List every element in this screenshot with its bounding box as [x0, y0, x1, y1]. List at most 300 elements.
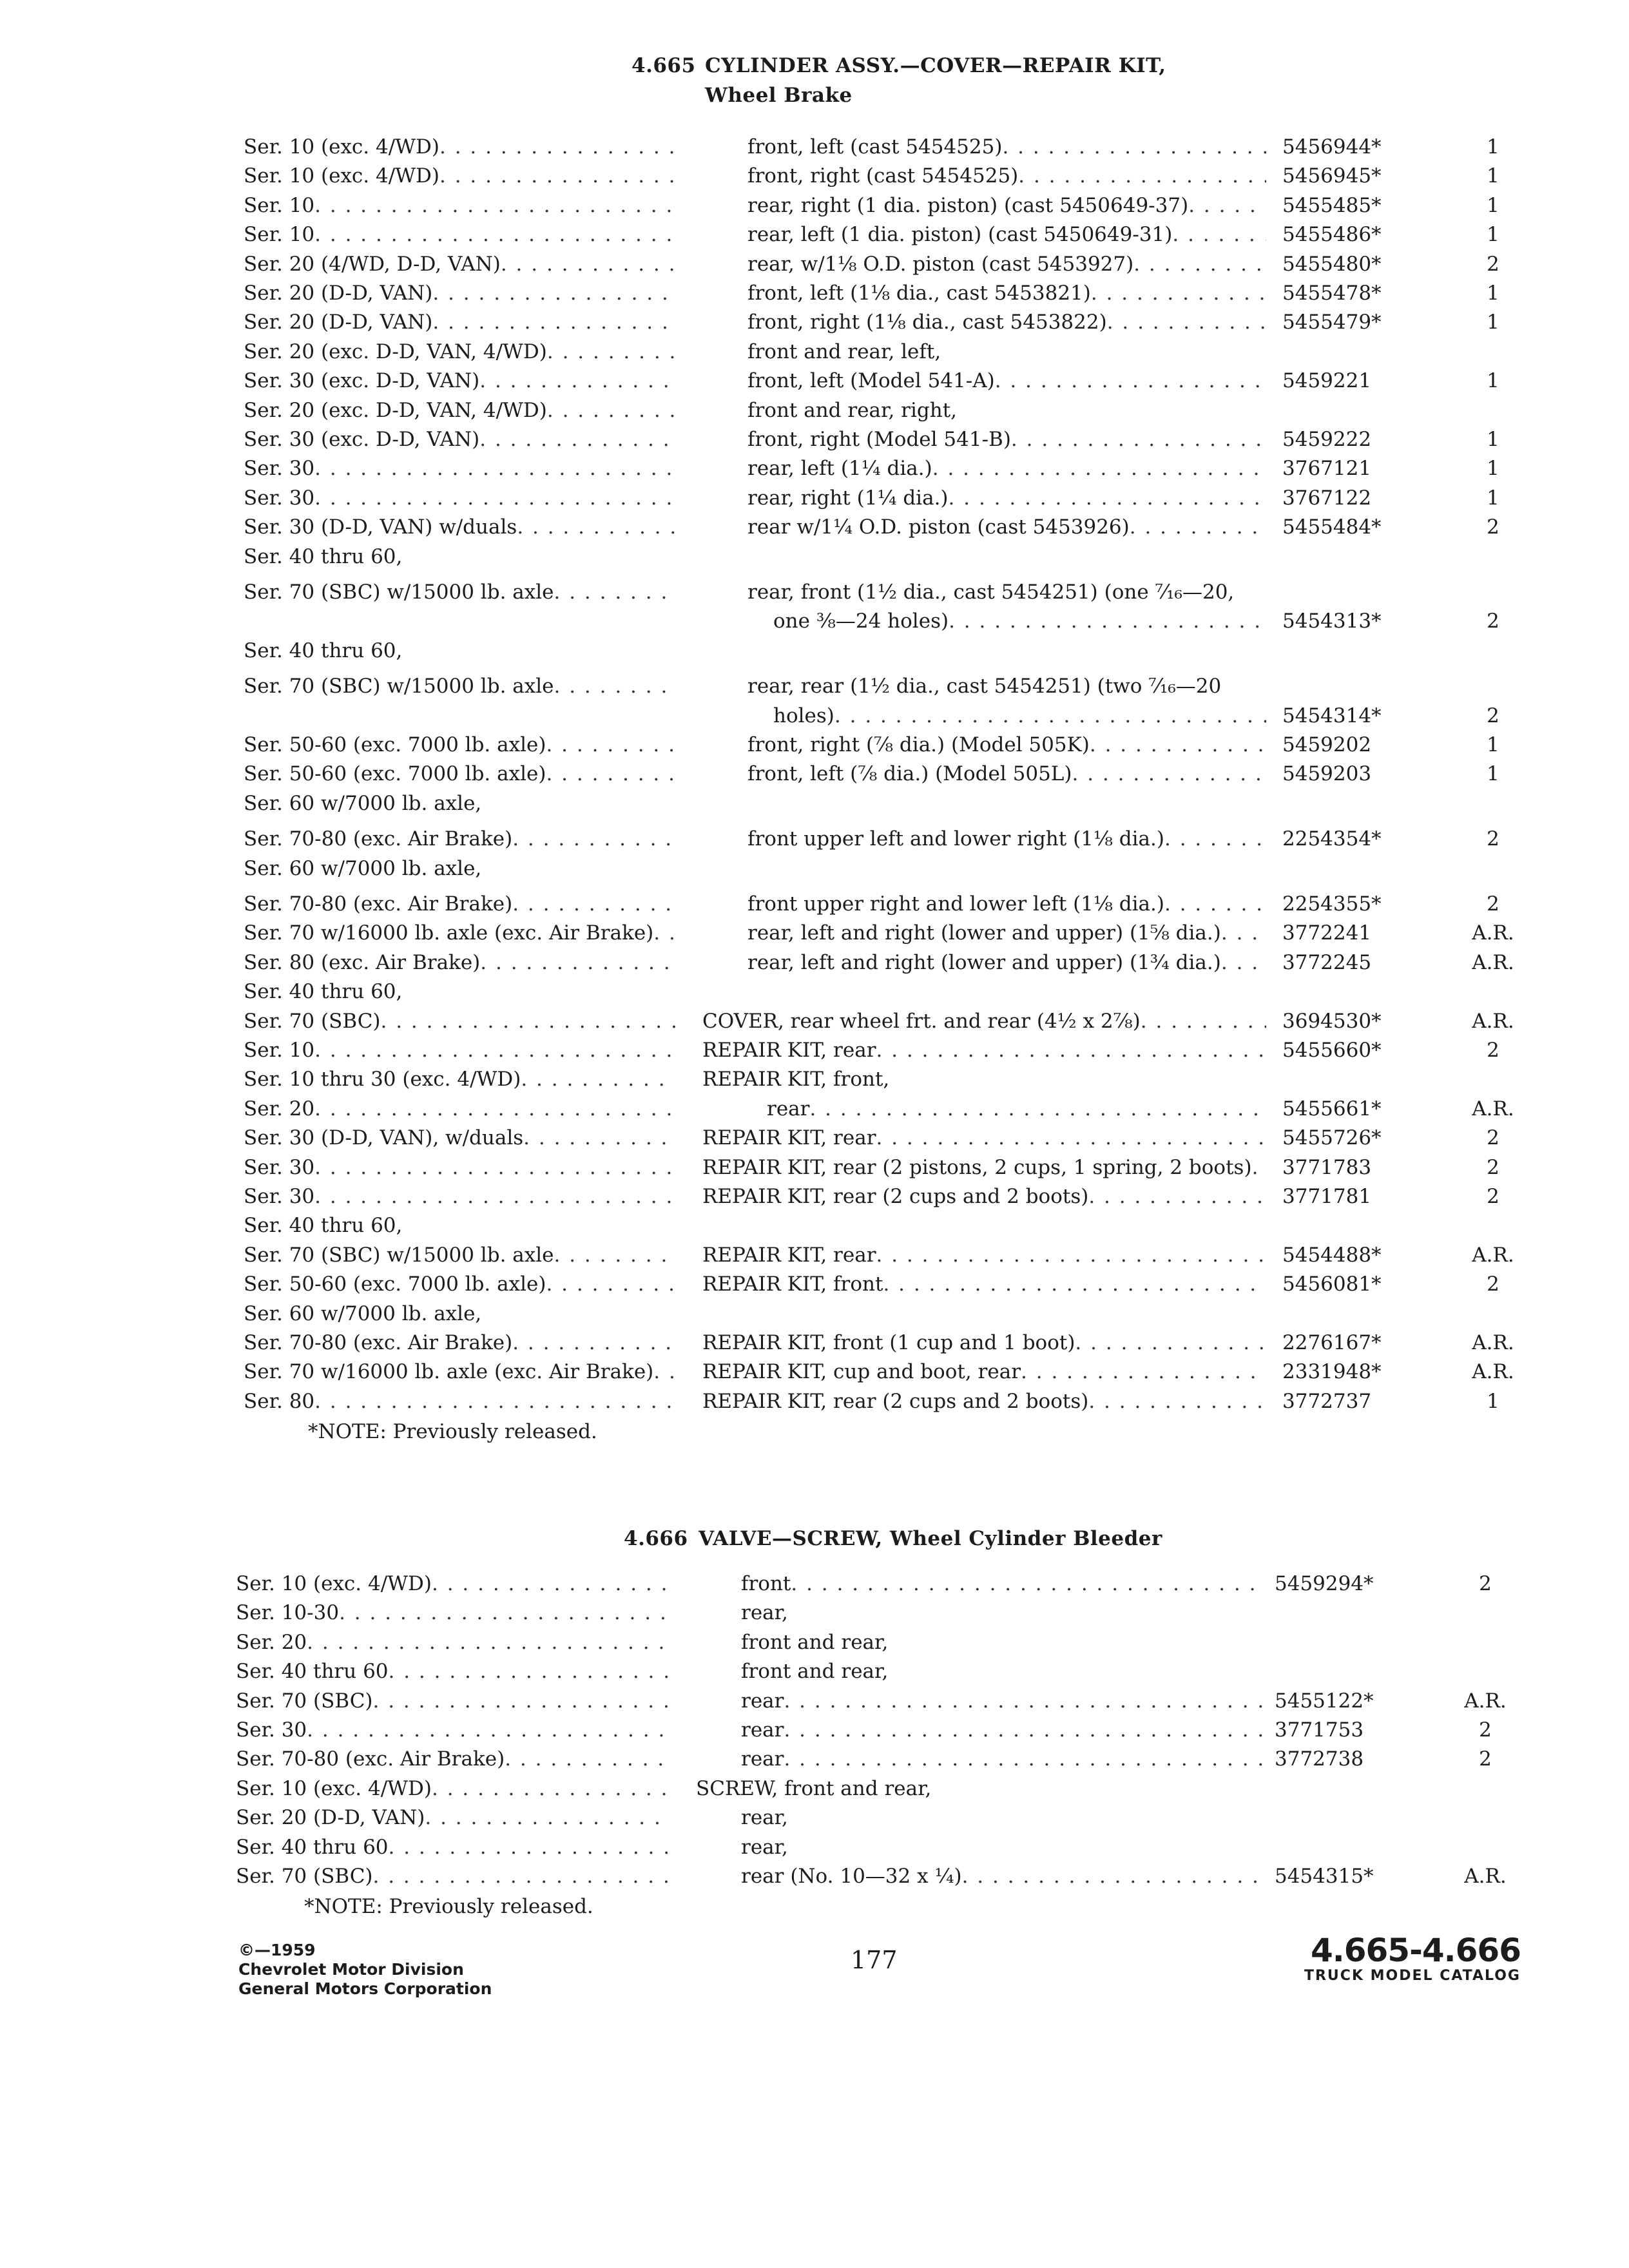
description-text: rear	[741, 1718, 784, 1742]
description-text: SCREW, front and rear,	[696, 1776, 932, 1800]
model-cell	[244, 1273, 675, 1296]
section-title: CYLINDER ASSY.—COVER—REPAIR KIT,	[705, 54, 1166, 77]
description-cell	[747, 457, 1266, 480]
description-text: rear, right (1 dia. piston) (cast 5450649-37)	[747, 193, 1189, 217]
table-row	[0, 581, 1629, 610]
model-text: Ser. 20	[236, 1630, 307, 1654]
table-row	[0, 921, 1629, 951]
leader-dots	[1002, 135, 1266, 159]
leader-dots	[876, 1244, 1266, 1267]
model-text: Ser. 60 w/7000 lb. axle,	[244, 856, 482, 880]
model-text: Ser. 40 thru 60	[236, 1835, 389, 1859]
quantity: A.R.	[1472, 921, 1514, 945]
table-row	[0, 980, 1629, 1010]
description-cell	[702, 1068, 1266, 1091]
model-cell	[244, 1214, 675, 1237]
description-cell	[747, 733, 1266, 756]
model-cell	[244, 457, 675, 480]
description-cell	[747, 762, 1266, 785]
description-text: front, left (1⅛ dia., cast 5453821)	[747, 282, 1091, 305]
part-number: 3772737	[1282, 1389, 1372, 1413]
model-cell	[244, 282, 675, 305]
model-cell	[236, 1689, 668, 1713]
leader-dots	[523, 1126, 675, 1149]
part-number: 5455486*	[1282, 223, 1382, 247]
leader-dots	[1172, 223, 1266, 246]
leader-dots	[432, 1572, 668, 1595]
model-cell	[244, 1302, 675, 1325]
table-row	[0, 1718, 1629, 1748]
leader-dots	[512, 892, 675, 916]
description-cell	[702, 1185, 1266, 1208]
quantity: A.R.	[1472, 1097, 1514, 1120]
leader-dots	[1021, 1360, 1266, 1383]
model-cell	[244, 639, 675, 662]
model-text: Ser. 70 (SBC)	[236, 1689, 373, 1713]
model-text: Ser. 70 (SBC)	[236, 1865, 373, 1888]
table-row	[0, 704, 1629, 734]
leader-dots	[314, 1097, 675, 1120]
table-row	[0, 675, 1629, 704]
table-row	[0, 1806, 1629, 1836]
leader-dots	[1107, 311, 1266, 334]
table-row	[0, 733, 1629, 763]
leader-dots	[962, 1865, 1266, 1888]
table-row	[0, 1631, 1629, 1660]
table-row	[0, 253, 1629, 282]
description-text: REPAIR KIT, front,	[702, 1068, 890, 1091]
description-text: rear	[741, 1747, 784, 1771]
part-number: 5456081*	[1282, 1273, 1382, 1296]
leader-dots	[995, 369, 1266, 392]
description-text: REPAIR KIT, rear	[702, 1039, 876, 1062]
quantity: A.R.	[1472, 950, 1514, 974]
model-cell	[244, 545, 675, 568]
table-row	[0, 282, 1629, 311]
leader-dots	[546, 1273, 675, 1296]
table-row	[0, 1660, 1629, 1689]
model-text: Ser. 20 (4/WD, D-D, VAN)	[244, 252, 501, 276]
leader-dots	[505, 1747, 668, 1771]
model-text: Ser. 30	[244, 457, 315, 481]
description-text: rear (No. 10—32 x ¼)	[741, 1865, 962, 1888]
section-subtitle: Wheel Brake	[705, 84, 853, 107]
part-number: 5454314*	[1282, 704, 1382, 727]
description-cell	[741, 1689, 1266, 1713]
table-row	[0, 1302, 1629, 1332]
leader-dots	[439, 135, 675, 159]
part-number: 5455661*	[1282, 1097, 1382, 1120]
quantity: A.R.	[1472, 1331, 1514, 1354]
part-number: 5455122*	[1275, 1689, 1374, 1713]
description-text: rear, left (1¼ dia.)	[747, 457, 932, 481]
corporation-name: General Motors Corporation	[238, 1979, 492, 1998]
quantity: A.R.	[1472, 1360, 1514, 1384]
quantity: 2	[1479, 1572, 1492, 1595]
leader-dots	[1188, 194, 1266, 217]
table-row	[0, 1689, 1629, 1719]
leader-dots	[1088, 1185, 1266, 1208]
table-row	[0, 545, 1629, 575]
model-cell	[244, 515, 675, 539]
model-cell	[236, 1836, 668, 1859]
description-text: rear, right (1¼ dia.)	[747, 486, 949, 510]
table-row	[0, 1185, 1629, 1215]
description-text: REPAIR KIT, rear (2 cups and 2 boots)	[702, 1185, 1089, 1208]
leader-dots	[546, 733, 675, 756]
description-text: REPAIR KIT, rear	[702, 1243, 876, 1267]
description-text: REPAIR KIT, rear	[702, 1126, 876, 1150]
model-text: Ser. 40 thru 60,	[244, 639, 403, 662]
leader-dots	[425, 1806, 668, 1829]
description-cell	[702, 1244, 1266, 1267]
part-number: 2276167*	[1282, 1331, 1382, 1354]
leader-dots	[432, 282, 675, 305]
model-text: Ser. 50-60 (exc. 7000 lb. axle)	[244, 762, 546, 786]
part-number: 5456945*	[1282, 164, 1382, 188]
model-cell	[244, 135, 675, 159]
description-text: REPAIR KIT, cup and boot, rear	[702, 1360, 1021, 1384]
division-name: Chevrolet Motor Division	[238, 1960, 464, 1979]
table-row	[0, 1390, 1629, 1419]
leader-dots	[432, 311, 675, 334]
leader-dots	[1091, 282, 1266, 305]
leader-dots	[809, 1097, 1266, 1120]
table-row	[0, 340, 1629, 370]
leader-dots	[784, 1689, 1266, 1713]
description-cell	[702, 1390, 1266, 1413]
description-text: front and rear,	[741, 1630, 889, 1654]
model-text: Ser. 80 (exc. Air Brake)	[244, 950, 481, 974]
table-row	[0, 1836, 1629, 1865]
description-cell	[747, 675, 1266, 698]
description-cell	[747, 135, 1266, 159]
table-row	[0, 515, 1629, 545]
model-text: Ser. 10	[244, 1039, 315, 1062]
table-row	[0, 194, 1629, 224]
model-cell	[244, 1185, 675, 1208]
model-cell	[244, 1156, 675, 1179]
model-cell	[244, 1126, 675, 1149]
part-number: 5459202	[1282, 733, 1372, 756]
section-range: 4.665-4.666	[1310, 1932, 1521, 1969]
model-text: Ser. 30 (exc. D-D, VAN)	[244, 428, 480, 451]
model-text: Ser. 30	[244, 1155, 315, 1179]
description-cell	[747, 399, 1266, 422]
model-text: Ser. 70-80 (exc. Air Brake)	[244, 1331, 513, 1354]
model-cell	[244, 1331, 675, 1354]
table-row	[0, 369, 1629, 399]
quantity: 2	[1487, 1185, 1499, 1208]
leader-dots	[501, 253, 675, 276]
model-text: Ser. 10 (exc. 4/WD)	[244, 135, 439, 159]
leader-dots	[1011, 428, 1266, 451]
table-row	[0, 1747, 1629, 1777]
leader-dots	[381, 1010, 675, 1033]
model-text: Ser. 70 (SBC)	[244, 1009, 381, 1033]
quantity: A.R.	[1464, 1865, 1507, 1888]
leader-dots	[876, 1039, 1266, 1062]
leader-dots	[1133, 253, 1266, 276]
leader-dots	[1075, 1331, 1266, 1354]
description-text: front and rear, left,	[747, 340, 941, 363]
model-text: Ser. 10 thru 30 (exc. 4/WD)	[244, 1068, 521, 1091]
model-cell	[244, 892, 675, 916]
quantity: 1	[1487, 311, 1499, 334]
description-cell	[747, 951, 1266, 974]
leader-dots	[876, 1126, 1266, 1149]
description-text: front upper left and lower right (1⅛ dia.)	[747, 827, 1164, 851]
description-cell	[741, 1631, 1266, 1654]
quantity: 2	[1487, 827, 1499, 851]
description-cell	[747, 282, 1266, 305]
leader-dots	[949, 486, 1266, 510]
part-number: 3767122	[1282, 486, 1372, 510]
quantity: 1	[1487, 223, 1499, 247]
model-text: Ser. 40 thru 60,	[244, 1214, 403, 1238]
description-cell	[741, 1660, 1266, 1683]
part-number: 5455660*	[1282, 1039, 1382, 1062]
description-text: rear	[741, 1689, 784, 1713]
description-cell	[767, 1097, 1266, 1120]
section-number: 4.665	[631, 54, 696, 77]
quantity: 1	[1487, 193, 1499, 217]
part-number: 5455478*	[1282, 282, 1382, 305]
model-text: Ser. 20	[244, 1097, 315, 1120]
leader-dots	[653, 921, 675, 945]
description-cell	[747, 581, 1266, 604]
leader-dots	[1164, 827, 1266, 850]
model-text: Ser. 40 thru 60,	[244, 980, 403, 1004]
description-text: rear, left and right (lower and upper) (1¾ dia.)	[747, 950, 1221, 974]
table-row	[0, 1331, 1629, 1361]
model-cell	[244, 675, 675, 698]
description-cell	[747, 164, 1266, 187]
leader-dots	[1221, 951, 1266, 974]
description-text: front, right (cast 5454525)	[747, 164, 1019, 188]
description-text: REPAIR KIT, rear (2 pistons, 2 cups, 1 spring, 2 boots)	[702, 1155, 1252, 1179]
description-text: rear	[767, 1097, 810, 1120]
description-text: front, left (Model 541-A)	[747, 369, 995, 393]
table-row	[0, 762, 1629, 792]
part-number: 5459221	[1282, 369, 1372, 393]
model-text: Ser. 20 (D-D, VAN)	[236, 1806, 425, 1830]
model-cell	[244, 486, 675, 510]
table-row	[0, 1244, 1629, 1273]
description-cell	[741, 1806, 1266, 1829]
model-text: Ser. 50-60 (exc. 7000 lb. axle)	[244, 1273, 546, 1296]
quantity: 1	[1487, 164, 1499, 188]
leader-dots	[314, 457, 675, 480]
table-row	[0, 135, 1629, 165]
description-text: front, right (Model 541-B)	[747, 428, 1011, 451]
part-number: 2331948*	[1282, 1360, 1382, 1384]
model-cell	[244, 1068, 675, 1091]
leader-dots	[314, 1185, 675, 1208]
leader-dots	[547, 340, 675, 363]
model-cell	[244, 1010, 675, 1033]
part-number: 5455479*	[1282, 311, 1382, 334]
part-number: 5454488*	[1282, 1243, 1382, 1267]
part-number: 3771781	[1282, 1185, 1372, 1208]
leader-dots	[389, 1836, 668, 1859]
description-cell	[747, 921, 1266, 945]
description-text: holes)	[773, 704, 834, 727]
model-cell	[236, 1601, 668, 1624]
model-cell	[244, 581, 675, 604]
part-number: 3694530*	[1282, 1009, 1382, 1033]
table-row	[0, 223, 1629, 253]
description-text: front, right (1⅛ dia., cast 5453822)	[747, 311, 1107, 334]
leader-dots	[439, 164, 675, 187]
model-text: Ser. 70-80 (exc. Air Brake)	[236, 1747, 505, 1771]
table-row	[0, 639, 1629, 669]
leader-dots	[512, 1331, 675, 1354]
description-cell	[741, 1747, 1266, 1771]
part-number: 5455484*	[1282, 515, 1382, 539]
quantity: 2	[1487, 892, 1499, 916]
description-cell	[702, 1360, 1266, 1383]
table-row	[0, 428, 1629, 457]
quantity: 2	[1487, 610, 1499, 633]
leader-dots	[653, 1360, 675, 1383]
description-text: rear, left (1 dia. piston) (cast 5450649-31)	[747, 223, 1173, 247]
model-text: Ser. 40 thru 60	[236, 1660, 389, 1684]
part-number: 3767121	[1282, 457, 1372, 481]
leader-dots	[373, 1865, 668, 1888]
section-number: 4.666	[624, 1527, 688, 1550]
model-cell	[244, 1244, 675, 1267]
leader-dots	[554, 581, 676, 604]
table-row	[0, 1097, 1629, 1127]
description-text: front upper right and lower left (1⅛ dia.)	[747, 892, 1164, 916]
model-text: Ser. 20 (exc. D-D, VAN, 4/WD)	[244, 398, 547, 422]
description-cell	[747, 892, 1266, 916]
description-text: front and rear,	[741, 1660, 889, 1684]
table-row	[0, 792, 1629, 822]
description-text: rear, left and right (lower and upper) (1⅝ dia.)	[747, 921, 1221, 945]
model-cell	[244, 340, 675, 363]
model-cell	[244, 223, 675, 246]
leader-dots	[480, 951, 675, 974]
description-cell	[747, 486, 1266, 510]
leader-dots	[512, 827, 675, 850]
table-row	[0, 1068, 1629, 1097]
model-cell	[244, 980, 675, 1003]
model-text: Ser. 70 w/16000 lb. axle (exc. Air Brake)	[244, 1360, 654, 1384]
model-text: Ser. 60 w/7000 lb. axle,	[244, 1302, 482, 1325]
table-row	[0, 1601, 1629, 1631]
leader-dots	[1072, 762, 1266, 785]
model-text: Ser. 10 (exc. 4/WD)	[236, 1572, 432, 1595]
table-row	[0, 1865, 1629, 1894]
model-text: Ser. 20 (D-D, VAN)	[244, 311, 433, 334]
model-cell	[244, 194, 675, 217]
part-number: 5459294*	[1275, 1572, 1374, 1595]
table-row	[0, 1360, 1629, 1390]
leader-dots	[547, 399, 675, 422]
quantity: 2	[1487, 1155, 1499, 1179]
quantity: 1	[1487, 428, 1499, 451]
model-cell	[236, 1572, 668, 1595]
leader-dots	[554, 1244, 676, 1267]
model-cell	[244, 311, 675, 334]
table-row	[0, 892, 1629, 922]
leader-dots	[339, 1601, 668, 1624]
model-text: Ser. 70 (SBC) w/15000 lb. axle	[244, 1243, 554, 1267]
footnote: *NOTE: Previously released.	[304, 1895, 593, 1919]
leader-dots	[1130, 515, 1266, 539]
quantity: 2	[1487, 252, 1499, 276]
leader-dots	[314, 1039, 675, 1062]
leader-dots	[314, 1156, 675, 1179]
model-text: Ser. 40 thru 60,	[244, 544, 403, 568]
model-text: Ser. 30	[244, 1185, 315, 1208]
part-number: 2254354*	[1282, 827, 1382, 851]
description-cell	[702, 1126, 1266, 1149]
quantity: 2	[1479, 1747, 1492, 1771]
table-row	[0, 164, 1629, 194]
description-cell	[747, 827, 1266, 850]
section-title: VALVE—SCREW, Wheel Cylinder Bleeder	[699, 1527, 1162, 1550]
footnote: *NOTE: Previously released.	[308, 1420, 597, 1444]
leader-dots	[791, 1572, 1266, 1595]
description-text: rear, front (1½ dia., cast 5454251) (one ⁷⁄₁₆—20,	[747, 581, 1235, 604]
model-cell	[244, 857, 675, 880]
quantity: 1	[1487, 762, 1499, 786]
quantity: 1	[1487, 486, 1499, 510]
leader-dots	[517, 515, 675, 539]
model-text: Ser. 30	[244, 486, 315, 510]
model-cell	[236, 1806, 668, 1829]
leader-dots	[307, 1718, 668, 1742]
quantity: 2	[1487, 515, 1499, 539]
model-text: Ser. 50-60 (exc. 7000 lb. axle)	[244, 733, 546, 756]
table-row	[0, 1777, 1629, 1807]
description-cell	[702, 1010, 1266, 1033]
model-text: Ser. 10	[244, 223, 315, 247]
description-text: front	[741, 1572, 791, 1595]
leader-dots	[314, 486, 675, 510]
leader-dots	[784, 1718, 1266, 1742]
model-text: Ser. 70 w/16000 lb. axle (exc. Air Brake)	[244, 921, 654, 945]
model-text: Ser. 70 (SBC) w/15000 lb. axle	[244, 581, 554, 604]
description-cell	[702, 1331, 1266, 1354]
model-text: Ser. 70 (SBC) w/15000 lb. axle	[244, 675, 554, 698]
description-text: front and rear, right,	[747, 398, 958, 422]
leader-dots	[1018, 164, 1266, 187]
quantity: 1	[1487, 282, 1499, 305]
model-cell	[244, 921, 675, 945]
table-row	[0, 1156, 1629, 1186]
part-number: 5455485*	[1282, 193, 1382, 217]
part-number: 5455726*	[1282, 1126, 1382, 1150]
model-text: Ser. 10-30	[236, 1601, 340, 1625]
quantity: 1	[1487, 135, 1499, 159]
quantity: 1	[1487, 1389, 1499, 1413]
part-number: 2254355*	[1282, 892, 1382, 916]
model-text: Ser. 70-80 (exc. Air Brake)	[244, 892, 513, 916]
leader-dots	[1221, 921, 1266, 945]
description-cell	[747, 515, 1266, 539]
leader-dots	[314, 194, 675, 217]
table-row	[0, 1273, 1629, 1302]
quantity: 1	[1487, 457, 1499, 481]
model-text: Ser. 70-80 (exc. Air Brake)	[244, 827, 513, 851]
model-cell	[244, 369, 675, 392]
description-cell	[747, 311, 1266, 334]
part-number: 5459203	[1282, 762, 1372, 786]
